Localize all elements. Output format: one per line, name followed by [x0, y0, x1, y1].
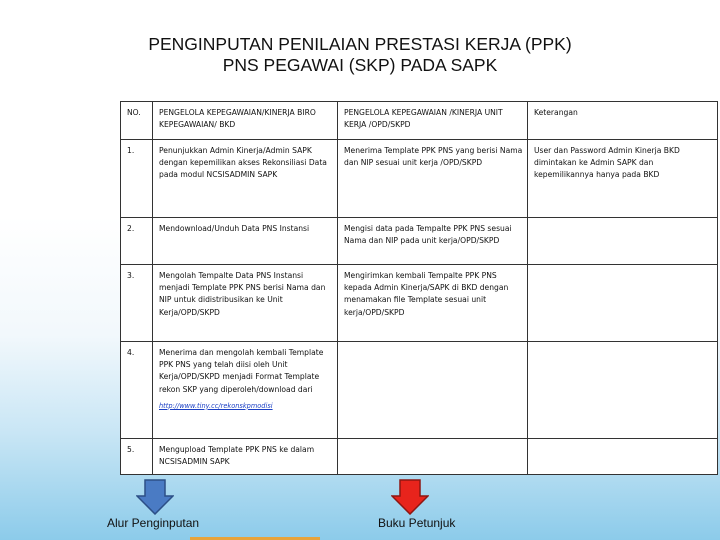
table-header-row	[121, 102, 718, 140]
row-biro-text: Menerima dan mengolah kembali Template PPK PNS yang telah diisi oleh Unit Kerja/OPD/SKPD menjadi Format Template rekon SKP yang diperoleh/download dari	[159, 348, 324, 394]
row-no: 1.	[121, 140, 153, 218]
header-biro: PENGELOLA KEPEGAWAIAN/KINERJA BIRO KEPEGAWAIAN/ BKD	[153, 102, 338, 140]
table-row	[121, 140, 718, 218]
row-keterangan	[528, 439, 718, 475]
row-unit	[338, 342, 528, 439]
blue-arrow-shape	[137, 480, 173, 514]
row-biro: Mendownload/Unduh Data PNS Instansi	[153, 218, 338, 265]
table-row	[121, 342, 718, 439]
title-line-2: PNS PEGAWAI (SKP) PADA SAPK	[222, 55, 498, 75]
title-line-1: PENGINPUTAN PENILAIAN PRESTASI KERJA (PPK)	[148, 34, 572, 54]
row-unit: Mengisi data pada Tempalte PPK PNS sesuai Nama dan NIP pada unit kerja/OPD/SKPD	[338, 218, 528, 265]
row-no: 2.	[121, 218, 153, 265]
row-keterangan	[528, 218, 718, 265]
table-row	[121, 218, 718, 265]
row-unit: Mengirimkan kembali Tempalte PPK PNS kepada Admin Kinerja/SAPK di BKD dengan menamakan file Template sesuai unit kerja/OPD/SKPD	[338, 265, 528, 342]
red-arrow-shape	[392, 480, 428, 514]
slide-title	[0, 34, 720, 76]
row-biro	[153, 342, 338, 439]
row-biro: Penunjukkan Admin Kinerja/Admin SAPK dengan kepemilikan akses Rekonsiliasi Data pada modul NCSISADMIN SAPK	[153, 140, 338, 218]
row-no: 5.	[121, 439, 153, 475]
row-keterangan	[528, 265, 718, 342]
row-keterangan: User dan Password Admin Kinerja BKD dimintakan ke Admin SAPK dan kepemilikannya hanya pada BKD	[528, 140, 718, 218]
ppk-process-table	[120, 101, 718, 475]
row-biro: Mengupload Template PPK PNS ke dalam NCSISADMIN SAPK	[153, 439, 338, 475]
table-row	[121, 265, 718, 342]
table-row	[121, 439, 718, 475]
row-unit: Menerima Template PPK PNS yang berisi Nama dan NIP sesuai unit kerja /OPD/SKPD	[338, 140, 528, 218]
row-biro: Mengolah Tempalte Data PNS Instansi menjadi Template PPK PNS berisi Nama dan NIP untuk didistribusikan ke Unit Kerja/OPD/SKPD	[153, 265, 338, 342]
row-unit	[338, 439, 528, 475]
row-no: 3.	[121, 265, 153, 342]
blue-down-arrow-icon[interactable]	[136, 479, 174, 515]
row-keterangan	[528, 342, 718, 439]
alur-penginputan-label[interactable]: Alur Penginputan	[107, 516, 200, 530]
buku-petunjuk-label[interactable]: Buku Petunjuk	[378, 516, 456, 530]
rekon-template-link[interactable]: http://www.tiny.cc/rekonskpmodisi	[159, 401, 273, 410]
header-no: NO.	[121, 102, 153, 140]
red-down-arrow-icon[interactable]	[391, 479, 429, 515]
header-unit: PENGELOLA KEPEGAWAIAN /KINERJA UNIT KERJA /OPD/SKPD	[338, 102, 528, 140]
row-no: 4.	[121, 342, 153, 439]
header-keterangan: Keterangan	[528, 102, 718, 140]
